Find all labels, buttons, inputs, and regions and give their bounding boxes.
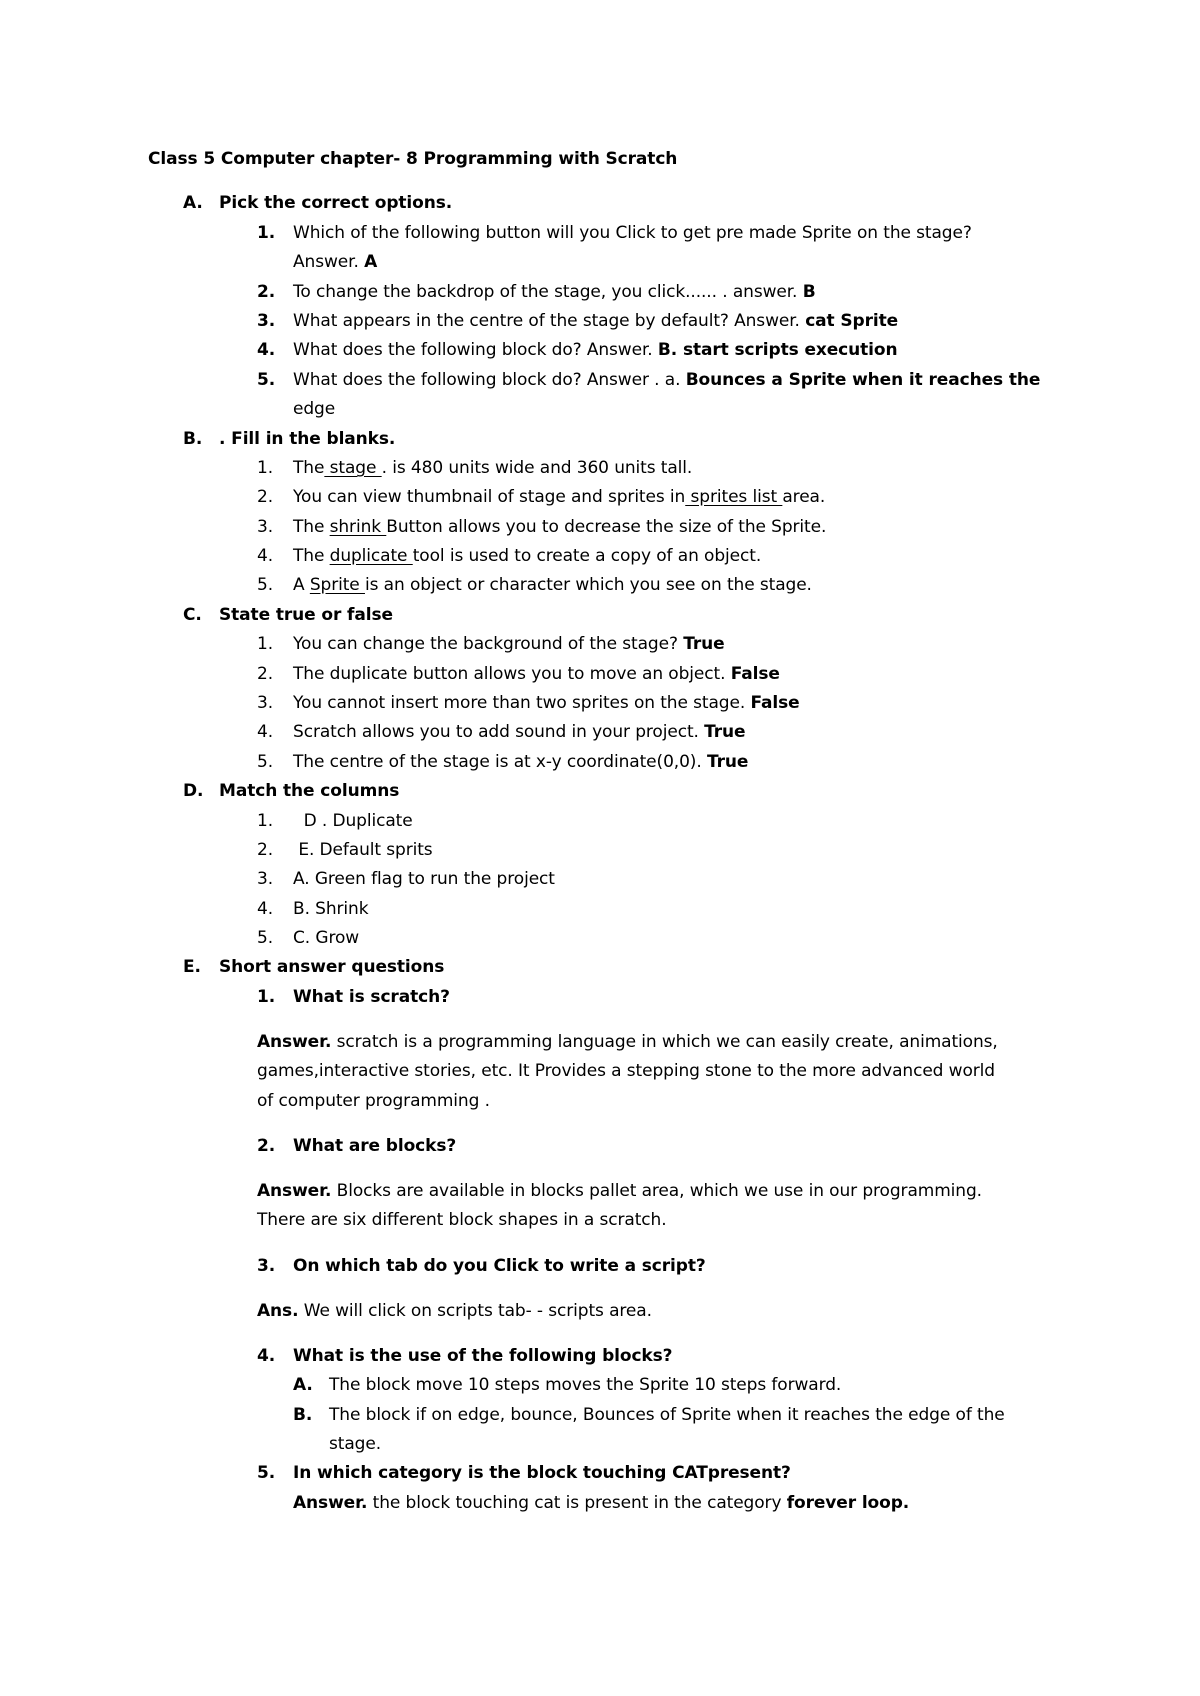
section-e-q4-a: A. The block move 10 steps moves the Sprite 10 steps forward. (293, 1375, 842, 1395)
section-e-q2: 2. What are blocks? (257, 1136, 457, 1156)
section-c-item-1: 1. You can change the background of the stage? True (257, 634, 725, 654)
section-e-q2-answer-l1: Answer. Blocks are available in blocks pallet area, which we use in our programming. (257, 1181, 982, 1201)
section-b-item-5: 5. A Sprite is an object or character which you see on the stage. (257, 575, 812, 595)
section-e-q1-answer-l3: of computer programming . (257, 1091, 490, 1111)
section-e-q1-answer-l1: Answer. scratch is a programming language in which we can easily create, animations, (257, 1032, 998, 1052)
section-c-item-4: 4. Scratch allows you to add sound in your project. True (257, 722, 746, 742)
section-d-item-5: 5. C. Grow (257, 928, 360, 948)
section-e-q4: 4. What is the use of the following blocks? (257, 1346, 673, 1366)
section-a-item-2: 2. To change the backdrop of the stage, you click...... . answer. B (257, 282, 816, 302)
section-c-item-2: 2. The duplicate button allows you to move an object. False (257, 664, 780, 684)
section-b-item-3: 3. The shrink Button allows you to decrease the size of the Sprite. (257, 517, 827, 537)
section-a-item-5-cont: edge (293, 399, 336, 419)
section-d-item-3: 3. A. Green flag to run the project (257, 869, 555, 889)
section-e-q5: 5. In which category is the block touching CATpresent? (257, 1463, 791, 1483)
section-c-item-3: 3. You cannot insert more than two sprites on the stage. False (257, 693, 800, 713)
section-e-q4-b: B. The block if on edge, bounce, Bounces of Sprite when it reaches the edge of the (293, 1405, 1005, 1425)
section-a-item-3: 3. What appears in the centre of the stage by default? Answer. cat Sprite (257, 311, 899, 331)
section-d-heading: D. Match the columns (183, 781, 400, 801)
section-e-q3: 3. On which tab do you Click to write a script? (257, 1256, 706, 1276)
page-title: Class 5 Computer chapter- 8 Programming with Scratch (148, 149, 678, 169)
section-b-item-4: 4. The duplicate tool is used to create a copy of an object. (257, 546, 762, 566)
section-c-item-5: 5. The centre of the stage is at x-y coordinate(0,0). True (257, 752, 749, 772)
section-e-q4-b-cont: stage. (329, 1434, 381, 1454)
section-e-q2-answer-l2: There are six different block shapes in a scratch. (257, 1210, 667, 1230)
section-e-q1-answer-l2: games,interactive stories, etc. It Provides a stepping stone to the more advanced world (257, 1061, 995, 1081)
section-a-item-4: 4. What does the following block do? Answer. B. start scripts execution (257, 340, 898, 360)
section-e-q3-answer-l1: Ans. We will click on scripts tab- - scripts area. (257, 1301, 652, 1321)
section-e-heading: E. Short answer questions (183, 957, 445, 977)
section-b-heading: B. . Fill in the blanks. (183, 429, 396, 449)
section-b-item-2: 2. You can view thumbnail of stage and sprites in sprites list area. (257, 487, 826, 507)
section-a-item-5: 5. What does the following block do? Answer . a. Bounces a Sprite when it reaches the (257, 370, 1041, 390)
section-e-q5-answer: Answer. the block touching cat is present in the category forever loop. (293, 1493, 910, 1513)
section-a-item-1: 1. Which of the following button will you Click to get pre made Sprite on the stage? (257, 223, 972, 243)
section-d-item-4: 4. B. Shrink (257, 899, 369, 919)
section-b-item-1: 1. The stage . is 480 units wide and 360 units tall. (257, 458, 693, 478)
section-d-item-2: 2. E. Default sprits (257, 840, 433, 860)
section-a-item-1-answer: Answer. A (293, 252, 378, 272)
section-d-item-1: 1. D . Duplicate (257, 811, 413, 831)
section-e-q1: 1. What is scratch? (257, 987, 450, 1007)
section-a-heading: A. Pick the correct options. (183, 193, 453, 213)
section-c-heading: C. State true or false (183, 605, 393, 625)
